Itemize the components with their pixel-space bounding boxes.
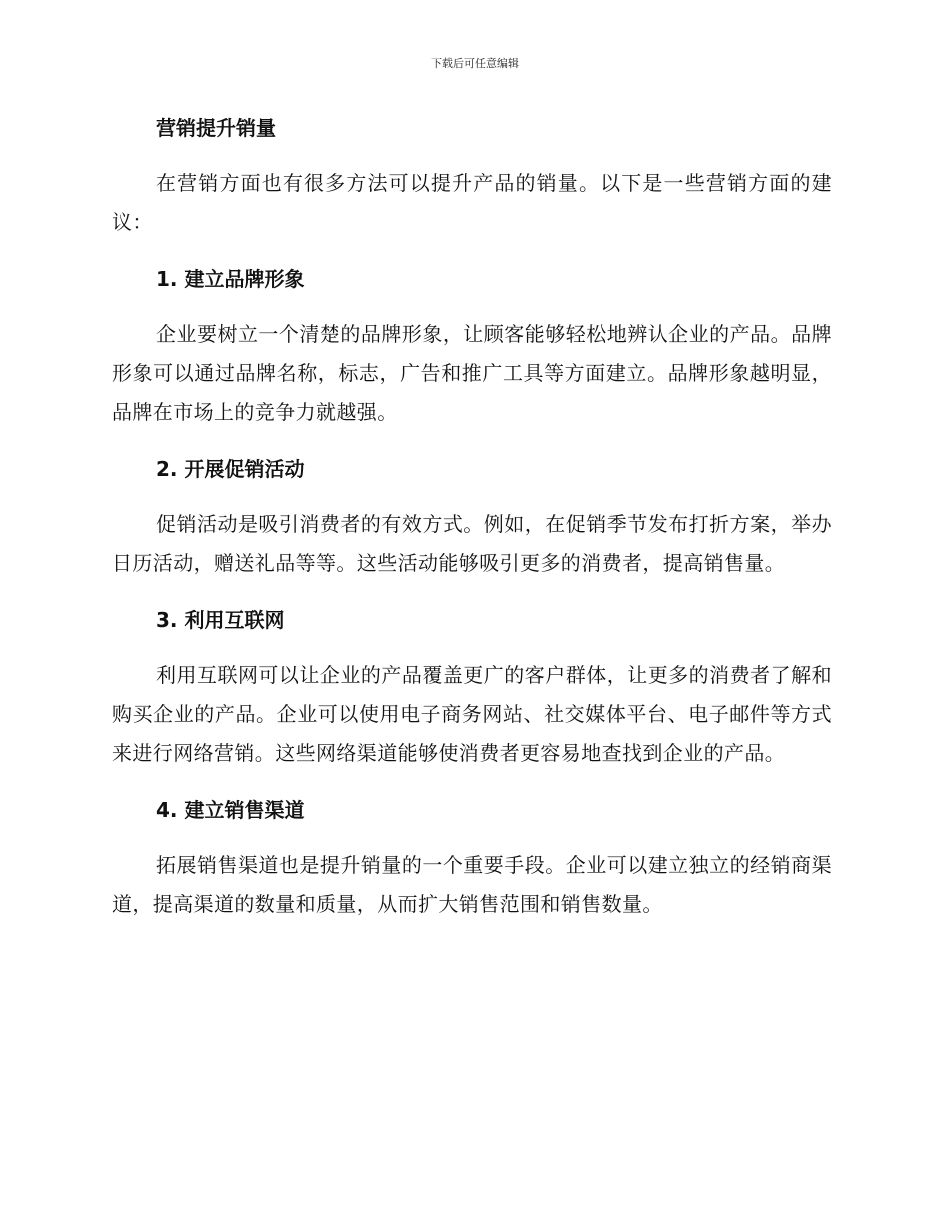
- document-body: [112, 110, 832, 924]
- section-heading-channels: 4. 建立销售渠道: [156, 798, 305, 822]
- section-body-brand: 企业要树立一个清楚的品牌形象，让顾客能够轻松地辨认企业的产品。品牌形象可以通过品牌名称，标志，广告和推广工具等方面建立。品牌形象越明显，品牌在市场上的竞争力就越强。: [112, 322, 832, 424]
- section-heading-promotion: 2. 开展促销活动: [156, 457, 305, 481]
- section-body-internet: 利用互联网可以让企业的产品覆盖更广的客户群体，让更多的消费者了解和购买企业的产品。企业可以使用电子商务网站、社交媒体平台、电子邮件等方式来进行网络营销。这些网络渠道能够使消费者更容易地查找到企业的产品。: [112, 663, 832, 765]
- intro-paragraph: 在营销方面也有很多方法可以提升产品的销量。以下是一些营销方面的建议：: [112, 171, 832, 234]
- document-title: 营销提升销量: [156, 116, 276, 140]
- section-body-channels: 拓展销售渠道也是提升销量的一个重要手段。企业可以建立独立的经销商渠道，提高渠道的数量和质量，从而扩大销售范围和销售数量。: [112, 853, 832, 916]
- section-heading-brand: 1. 建立品牌形象: [156, 267, 305, 291]
- header-note: 下载后可任意编辑: [431, 57, 519, 70]
- section-heading-internet: 3. 利用互联网: [156, 608, 285, 632]
- section-body-promotion: 促销活动是吸引消费者的有效方式。例如，在促销季节发布打折方案，举办日历活动，赠送礼品等等。这些活动能够吸引更多的消费者，提高销售量。: [112, 512, 832, 575]
